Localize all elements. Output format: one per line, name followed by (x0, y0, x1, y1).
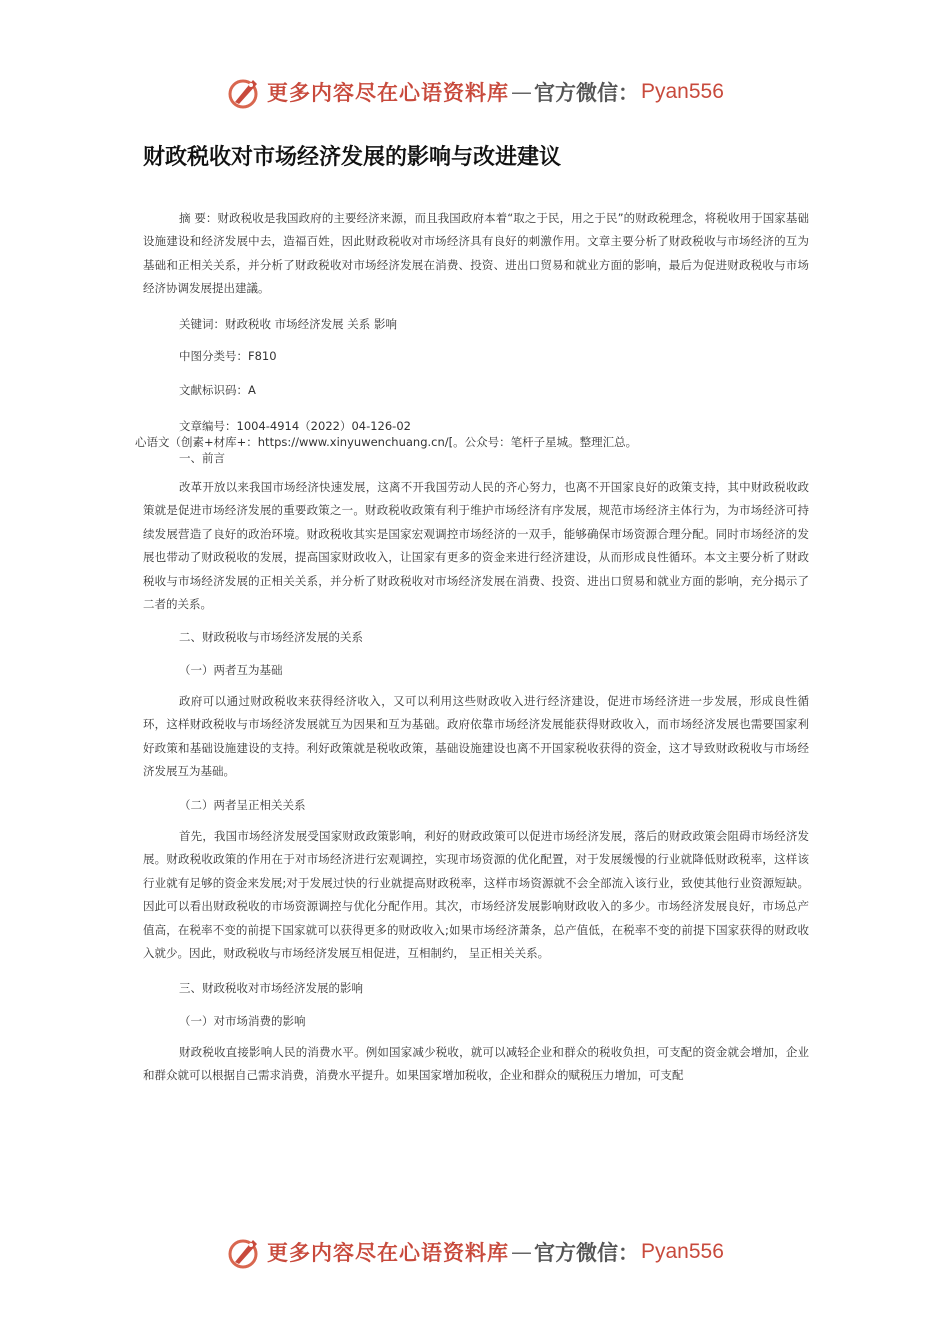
heading-2-2: （二）两者呈正相关关系 (179, 798, 306, 812)
header-banner (225, 72, 745, 112)
article-number: 文章编号：1004-4914（2022）04-126-02 (179, 419, 411, 433)
banner-label: 官方微信： (534, 81, 639, 105)
clc-number: 中图分类号：F810 (179, 349, 277, 363)
heading-3: 三、财政税收对市场经济发展的影响 (179, 981, 363, 995)
banner-text: 更多内容尽在心语资料库 (267, 1241, 509, 1265)
banner-dash: — (511, 80, 532, 104)
banner-wechat-id: Pyan556 (641, 80, 724, 103)
banner-wechat-id: Pyan556 (641, 1240, 724, 1263)
source-note: 心语文（创素+材库+：https://www.xinyuwenchuang.cn/[。公众号：笔杆子星城。整理汇总。 (135, 435, 638, 449)
paragraph-4: 财政税收直接影响人民的消费水平。例如国家减少税收，就可以减轻企业和群众的税收负担，可支配的资金就会增加，企业和群众就可以根据自己需求消费，消费水平提升。如果国家增加税收，企业和群众的赋税压力增加，可支配 (143, 1045, 809, 1083)
footer-banner (225, 1232, 745, 1272)
heading-2-1: （一）两者互为基础 (179, 663, 283, 677)
paragraph-3: 首先，我国市场经济发展受国家财政政策影响，利好的财政政策可以促进市场经济发展，落后的财政政策会阻碍市场经济发展。财政税收政策的作用在于对市场经济进行宏观调控，实现市场资源的优化配置，对于发展缓慢的行业就降低财政税率，这样该行业就有足够的资金来发展;对于发展过快的行业就提高财政税率，这样市场资源就不会全部流入该行业，致使其他行业资源短缺。因此可以看出财政税收的市场资源调控与优化分配作用。其次，市场经济发展影响财政收入的多少。市场经济发展良好，市场总产值高，在税率不变的前提下国家就可以获得更多的财政收入;如果市场经济萧条，总产值低，在税率不变的前提下国家获得的财政收入就少。因此，财政税收与市场经济发展互相促进，互相制约， 呈正相关关系。 (143, 829, 809, 961)
pen-nib-logo-icon (225, 72, 265, 112)
banner-label: 官方微信： (534, 1241, 639, 1265)
heading-1: 一、前言 (179, 451, 225, 465)
pen-nib-logo-icon (225, 1232, 265, 1272)
keywords: 关键词：财政税收 市场经济发展 关系 影响 (179, 317, 397, 331)
banner-text: 更多内容尽在心语资料库 (267, 81, 509, 105)
heading-3-1: （一）对市场消费的影响 (179, 1014, 306, 1028)
abstract: 摘 要：财政税收是我国政府的主要经济来源，而且我国政府本着“取之于民，用之于民”的财政税理念，将税收用于国家基础设施建设和经济发展中去，造福百姓，因此财政税收对市场经济具有良好的刺激作用。文章主要分析了财政税收与市场经济的互为基础和正相关关系，并分析了财政税收对市场经济发展在消费、投资、进出口贸易和就业方面的影响，最后为促进财政税收与市场经济协调发展提出建議。 (143, 211, 809, 296)
page-title: 财政税收对市场经济发展的影响与改进建议 (143, 145, 562, 170)
paragraph-1: 改革开放以来我国市场经济快速发展，这离不开我国劳动人民的齐心努力，也离不开国家良好的政策支持，其中财政税收政策就是促进市场经济发展的重要政策之一。财政税收政策有利于维护市场经济有序发展，规范市场经济主体行为，为市场经济可持续发展营造了良好的政治环境。财政税收其实是国家宏观调控市场经济的一双手，能够确保市场资源合理分配。同时市场经济的发展也带动了财政税收的发展，提高国家财政收入，让国家有更多的资金来进行经济建设，从而形成良性循环。本文主要分析了财政税收与市场经济发展的正相关关系，并分析了财政税收对市场经济发展在消费、投资、进出口贸易和就业方面的影响，充分揭示了二者的关系。 (143, 480, 809, 612)
heading-2: 二、财政税收与市场经济发展的关系 (179, 630, 363, 644)
paragraph-2: 政府可以通过财政税收来获得经济收入，又可以利用这些财政收入进行经济建设，促进市场经济进一步发展，形成良性循环，这样财政税收与市场经济发展就互为因果和互为基础。政府依靠市场经济发展能获得财政收入，而市场经济发展也需要国家利好政策和基础设施建设的支持。利好政策就是税收政策，基础设施建设也离不开国家税收获得的资金，这才导致财政税收与市场经济发展互为基础。 (143, 694, 809, 779)
doc-code: 文献标识码：A (179, 383, 256, 397)
banner-dash: — (511, 1240, 532, 1264)
